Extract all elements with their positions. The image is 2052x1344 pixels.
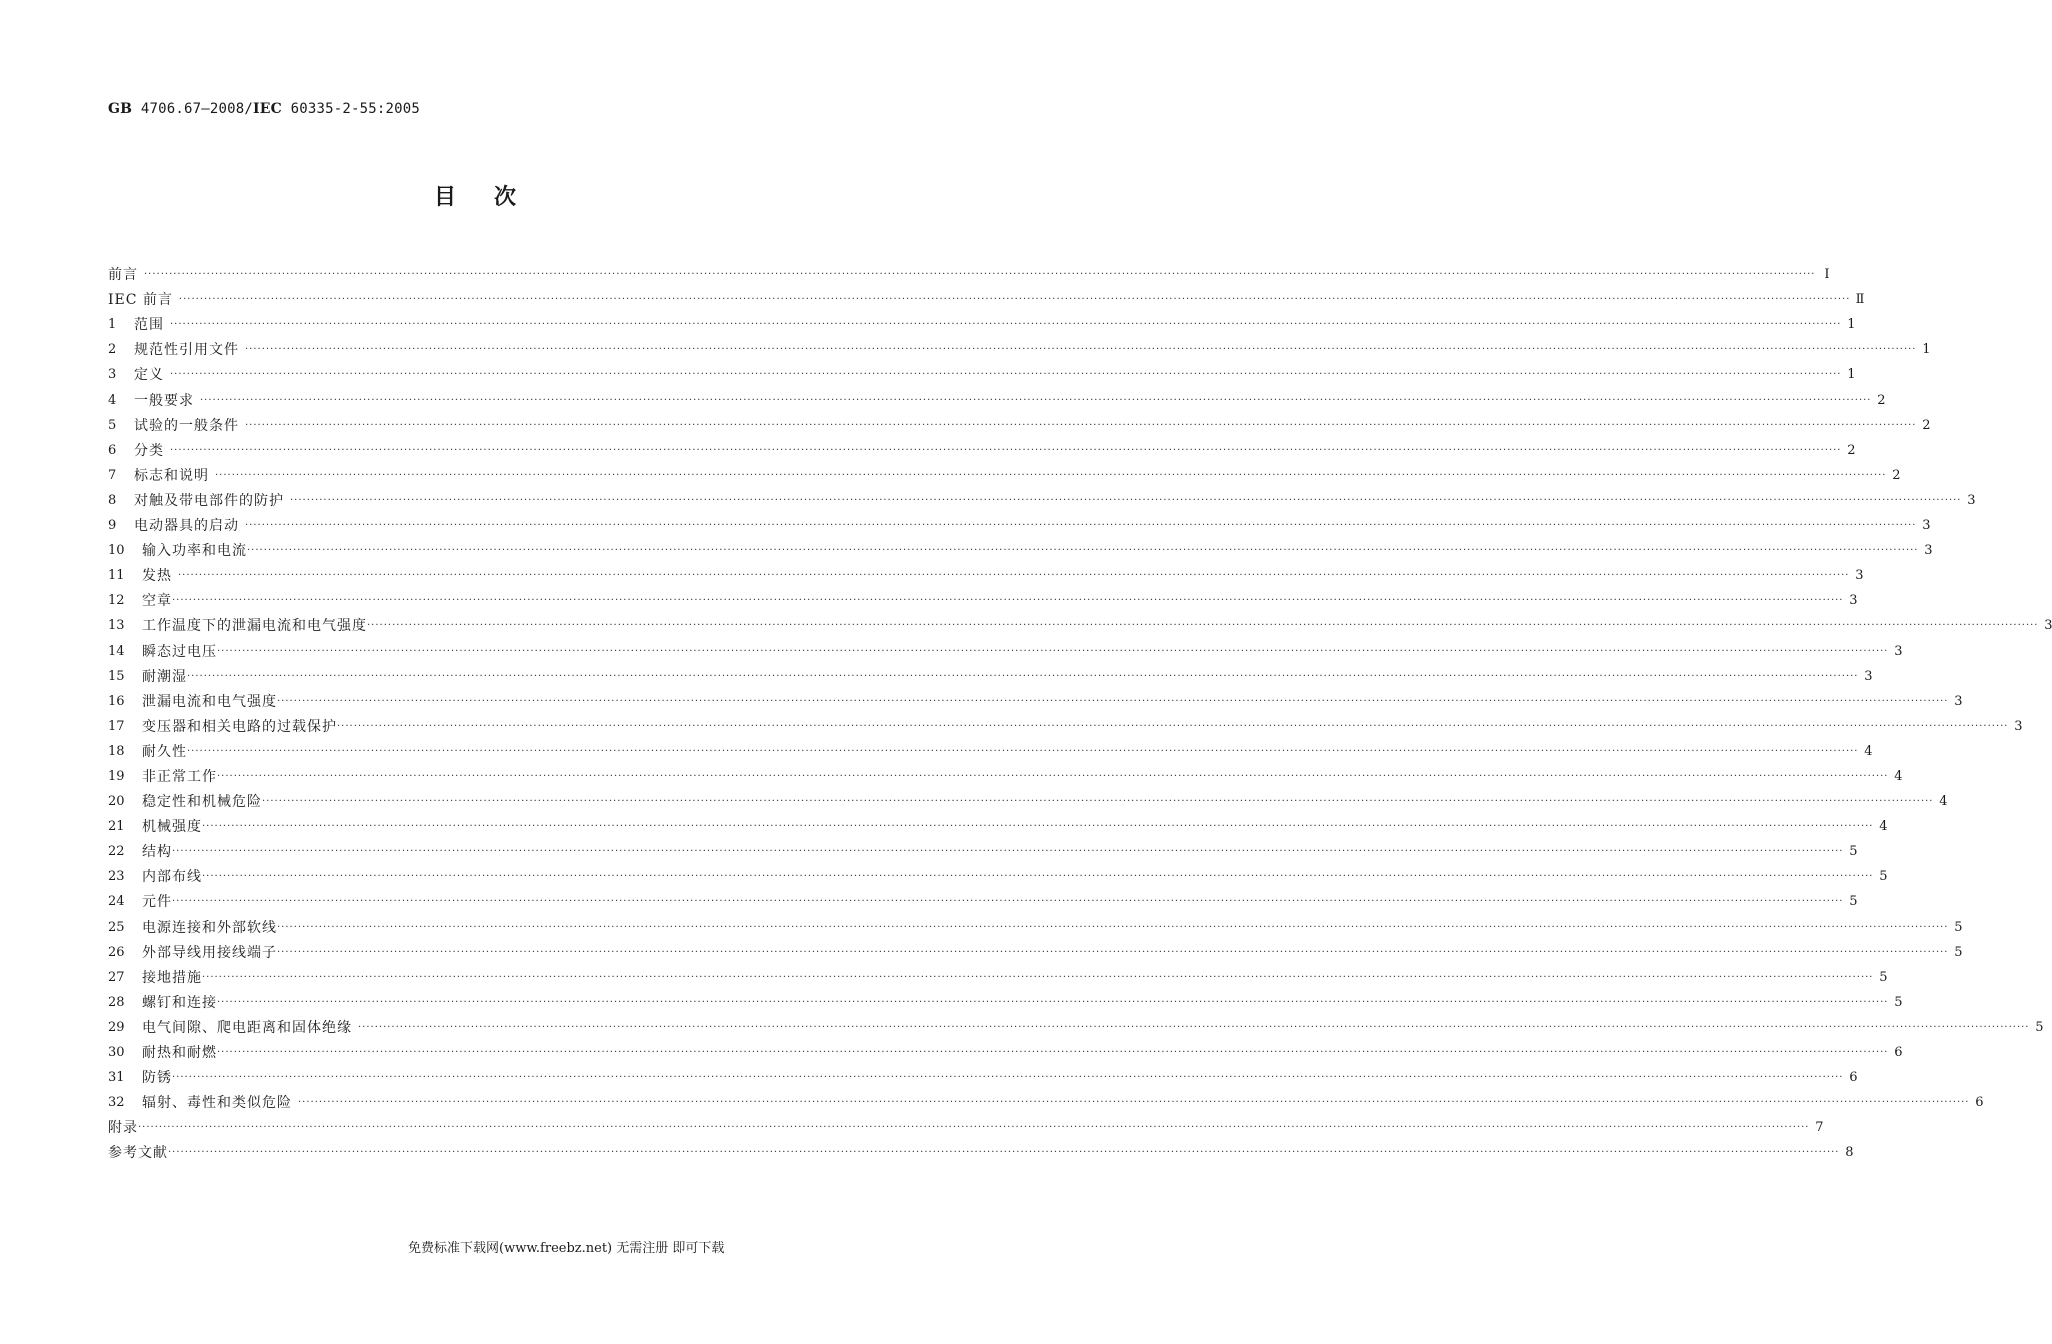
toc-entry: [108, 937, 1963, 962]
toc-entry-page: 3: [1922, 518, 1931, 534]
toc-entry-label: 结构: [142, 844, 172, 861]
toc-entry-number: 6: [108, 442, 117, 458]
toc-entry-label: 耐潮湿: [142, 668, 187, 685]
toc-entry-page: 3: [1864, 668, 1873, 684]
toc-entry-number: 24: [108, 894, 125, 910]
toc-entry: [108, 510, 1931, 535]
toc-entry-label: 对触及带电部件的防护: [134, 492, 284, 509]
toc-dot-leader: ················································································································································································································································································································································································································: [290, 494, 1962, 506]
toc-dot-leader: ················································································································································································································································································································································································································: [245, 419, 1917, 431]
toc-entry-page: 6: [1975, 1095, 1984, 1111]
toc-dot-leader: ················································································································································································································································································································································································································: [202, 871, 1874, 883]
toc-entry: [108, 962, 1888, 987]
toc-dot-leader: ················································································································································································································································································································································································································: [178, 570, 1850, 582]
toc-entry-number: 27: [108, 969, 125, 985]
toc-entry-number: 29: [108, 1019, 125, 1035]
toc-entry-number: 19: [108, 768, 125, 784]
toc-entry: [108, 711, 2023, 736]
toc-dot-leader: ················································································································································································································································································································································································································: [358, 1021, 2030, 1033]
toc-entry-page: 2: [1892, 467, 1901, 483]
toc-dot-leader: ················································································································································································································································································································································································································: [298, 1097, 1970, 1109]
toc-entry-label: 前言: [108, 267, 138, 284]
toc-entry-page: 5: [2035, 1019, 2044, 1035]
toc-entry-number: 14: [108, 643, 125, 659]
toc-entry-number: 28: [108, 994, 125, 1010]
toc-entry-label: 瞬态过电压: [142, 643, 217, 660]
toc-dot-leader: ················································································································································································································································································································································································································: [245, 344, 1917, 356]
toc-entry: [108, 836, 1858, 861]
toc-dot-leader: ················································································································································································································································································································································································································: [200, 394, 1872, 406]
toc-entry-label: 输入功率和电流: [142, 543, 247, 560]
toc-dot-leader: ················································································································································································································································································································································································································: [217, 645, 1889, 657]
footer-note: 免费标准下载网(www.freebz.net) 无需注册 即可下载: [408, 1241, 725, 1256]
toc-dot-leader: ················································································································································································································································································································································································································: [187, 745, 1859, 757]
toc-entry: [108, 460, 1901, 485]
toc-entry-page: Ⅱ: [1855, 292, 1865, 308]
page-title: 目次: [433, 185, 554, 210]
toc-entry: [108, 1062, 1858, 1087]
standard-code: 4706.67—2008/: [132, 101, 254, 117]
toc-entry-page: 4: [1894, 768, 1903, 784]
toc-entry-page: 5: [1849, 894, 1858, 910]
toc-entry-label: 机械强度: [142, 819, 202, 836]
toc-dot-leader: ················································································································································································································································································································································································································: [187, 670, 1859, 682]
toc-entry-label: 电气间隙、爬电距离和固体绝缘: [142, 1019, 352, 1036]
toc-entry-number: 30: [108, 1045, 125, 1060]
toc-entry-number: 13: [108, 618, 125, 634]
toc-entry-label: 规范性引用文件: [134, 342, 239, 359]
toc-entry-page: 1: [1847, 367, 1856, 383]
toc-entry-label: 试验的一般条件: [134, 417, 239, 434]
toc-entry: [108, 736, 1873, 761]
toc-entry-number: 11: [108, 568, 125, 584]
toc-entry: [108, 811, 1888, 836]
toc-entry-number: 20: [108, 794, 125, 810]
toc-entry-page: 1: [1847, 317, 1856, 333]
toc-dot-leader: ················································································································································································································································································································································································································: [170, 319, 1842, 331]
toc-entry-label: 螺钉和连接: [142, 994, 217, 1011]
table-of-contents: [108, 259, 2052, 1162]
toc-entry: [108, 1087, 1984, 1112]
toc-entry-label: 内部布线: [142, 869, 202, 886]
toc-entry-number: 12: [108, 593, 125, 609]
toc-dot-leader: ················································································································································································································································································································································································································: [262, 796, 1934, 808]
toc-entry-page: 3: [1924, 543, 1933, 559]
toc-entry: [108, 535, 1933, 560]
toc-entry: [108, 886, 1858, 911]
toc-entry-number: 1: [108, 317, 117, 333]
toc-entry-page: 5: [1954, 944, 1963, 960]
toc-entry-page: 5: [1849, 844, 1858, 860]
toc-entry-page: 5: [1879, 969, 1888, 985]
toc-entry-page: 3: [2014, 718, 2023, 734]
toc-dot-leader: ················································································································································································································································································································································································································: [170, 369, 1842, 381]
toc-entry-page: 4: [1879, 819, 1888, 835]
toc-entry-page: 3: [1954, 693, 1963, 709]
toc-entry-number: 10: [108, 543, 125, 559]
toc-entry-label: 变压器和相关电路的过载保护: [142, 718, 337, 735]
toc-entry-label: 范围: [134, 317, 164, 334]
toc-dot-leader: ················································································································································································································································································································································································································: [172, 896, 1844, 908]
toc-entry: [108, 585, 1858, 610]
toc-entry-page: Ⅰ: [1824, 267, 1830, 283]
toc-entry-label: 耐热和耐燃: [142, 1045, 217, 1061]
toc-dot-leader: ················································································································································································································································································································································································································: [215, 469, 1887, 481]
toc-entry-page: 3: [1849, 593, 1858, 609]
toc-entry-label: IEC 前言: [108, 292, 173, 309]
toc-entry: [108, 284, 1865, 309]
toc-entry-number: 18: [108, 743, 125, 759]
toc-entry-page: 6: [1849, 1070, 1858, 1086]
toc-entry-page: 4: [1939, 794, 1948, 810]
toc-dot-leader: ················································································································································································································································································································································································································: [138, 1122, 1810, 1134]
toc-entry-label: 空章: [142, 593, 172, 610]
toc-entry-label: 非正常工作: [142, 768, 217, 785]
standard-prefix: GB: [108, 101, 133, 117]
toc-entry-page: 8: [1845, 1145, 1854, 1161]
toc-dot-leader: ················································································································································································································································································································································································································: [202, 971, 1874, 983]
toc-entry-page: 3: [1967, 492, 1976, 508]
toc-entry-page: 4: [1864, 743, 1873, 759]
document-header: [108, 101, 420, 117]
toc-entry-page: 5: [1879, 869, 1888, 885]
toc-entry-label: 稳定性和机械危险: [142, 794, 262, 811]
toc-entry-label: 防锈: [142, 1070, 172, 1087]
toc-entry: [108, 259, 1830, 284]
toc-entry-label: 电源连接和外部软线: [142, 919, 277, 936]
toc-entry: [108, 560, 1864, 585]
toc-entry: [108, 1012, 2044, 1037]
toc-dot-leader: ················································································································································································································································································································································································································: [168, 1147, 1840, 1159]
toc-entry-label: 定义: [134, 367, 164, 384]
toc-entry-number: 21: [108, 819, 125, 835]
toc-entry-label: 附录: [108, 1120, 138, 1137]
toc-dot-leader: ················································································································································································································································································································································································································: [277, 695, 1949, 707]
toc-entry-label: 耐久性: [142, 743, 187, 760]
toc-entry-number: 4: [108, 392, 117, 408]
toc-entry-label: 分类: [134, 442, 164, 459]
toc-dot-leader: ················································································································································································································································································································································································································: [217, 996, 1889, 1008]
toc-entry-page: 1: [1922, 342, 1931, 358]
toc-dot-leader: ················································································································································································································································································································································································································: [245, 520, 1917, 532]
toc-entry-label: 工作温度下的泄漏电流和电气强度: [142, 618, 367, 635]
toc-entry-page: 3: [1894, 643, 1903, 659]
toc-entry-number: 17: [108, 718, 125, 734]
toc-entry-number: 9: [108, 518, 117, 534]
toc-entry: [108, 911, 1963, 936]
toc-entry-page: 3: [2044, 618, 2052, 634]
toc-entry: [108, 987, 1903, 1012]
toc-dot-leader: ················································································································································································································································································································································································································: [337, 720, 2009, 732]
toc-dot-leader: ················································································································································································································································································································································································································: [144, 269, 1816, 281]
toc-entry-number: 16: [108, 693, 125, 709]
toc-entry-page: 2: [1922, 417, 1931, 433]
toc-entry-page: 5: [1954, 919, 1963, 935]
toc-entry: [108, 861, 1888, 886]
toc-entry: [108, 384, 1886, 409]
toc-entry: [108, 635, 1903, 660]
toc-dot-leader: ················································································································································································································································································································································································································: [217, 770, 1889, 782]
toc-entry: [108, 485, 1976, 510]
toc-entry: [108, 786, 1948, 811]
toc-entry-page: 3: [1855, 568, 1864, 584]
toc-entry-number: 3: [108, 367, 117, 383]
toc-entry: [108, 359, 1856, 384]
toc-entry-number: 31: [108, 1070, 125, 1086]
toc-entry: [108, 309, 1856, 334]
toc-entry-page: 6: [1894, 1045, 1903, 1060]
toc-entry-label: 外部导线用接线端子: [142, 944, 277, 961]
toc-entry-number: 5: [108, 417, 117, 433]
iec-prefix: IEC: [253, 101, 282, 117]
toc-entry-number: 26: [108, 944, 125, 960]
toc-entry-label: 元件: [142, 894, 172, 911]
toc-entry-label: 泄漏电流和电气强度: [142, 693, 277, 710]
toc-entry-label: 电动器具的启动: [134, 518, 239, 535]
toc-entry: [108, 410, 1931, 435]
toc-entry-label: 一般要求: [134, 392, 194, 409]
toc-entry-label: 辐射、毒性和类似危险: [142, 1095, 292, 1112]
toc-entry-page: 5: [1894, 994, 1903, 1010]
toc-entry: [108, 435, 1856, 460]
toc-dot-leader: ················································································································································································································································································································································································································: [178, 294, 1851, 306]
toc-entry-number: 8: [108, 492, 117, 508]
iec-code: 60335-2-55:2005: [281, 101, 421, 117]
toc-entry-label: 接地措施: [142, 969, 202, 986]
toc-entry-label: 标志和说明: [134, 467, 209, 484]
toc-entry-label: 发热: [142, 568, 172, 585]
toc-dot-leader: ················································································································································································································································································································································································································: [172, 595, 1844, 607]
toc-entry-number: 32: [108, 1095, 125, 1111]
toc-dot-leader: ················································································································································································································································································································································································································: [247, 545, 1919, 557]
toc-dot-leader: ················································································································································································································································································································································································································: [277, 946, 1949, 958]
toc-entry: [108, 1137, 1854, 1162]
toc-entry-number: 7: [108, 467, 117, 483]
toc-dot-leader: ················································································································································································································································································································································································································: [172, 846, 1844, 858]
toc-entry: [108, 1112, 1824, 1137]
toc-entry: [108, 686, 1963, 711]
toc-entry-number: 2: [108, 342, 117, 358]
toc-entry: [108, 1037, 1903, 1062]
toc-dot-leader: ················································································································································································································································································································································································································: [172, 1072, 1844, 1084]
toc-dot-leader: ················································································································································································································································································································································································································: [217, 1047, 1889, 1058]
toc-dot-leader: ················································································································································································································································································································································································································: [202, 821, 1874, 833]
toc-entry: [108, 610, 2052, 635]
toc-entry-number: 25: [108, 919, 125, 935]
toc-entry-number: 15: [108, 668, 125, 684]
toc-dot-leader: ················································································································································································································································································································································································································: [277, 921, 1949, 933]
toc-entry-number: 22: [108, 844, 125, 860]
toc-dot-leader: ················································································································································································································································································································································································································: [170, 444, 1842, 456]
toc-entry-page: 2: [1847, 442, 1856, 458]
toc-entry-label: 参考文献: [108, 1145, 168, 1162]
toc-entry: [108, 761, 1903, 786]
toc-entry-page: 7: [1815, 1120, 1824, 1136]
toc-entry: [108, 661, 1873, 686]
toc-entry-page: 2: [1877, 392, 1886, 408]
toc-entry: [108, 334, 1931, 359]
toc-dot-leader: ················································································································································································································································································································································································································: [367, 620, 2039, 632]
toc-entry-number: 23: [108, 869, 125, 885]
